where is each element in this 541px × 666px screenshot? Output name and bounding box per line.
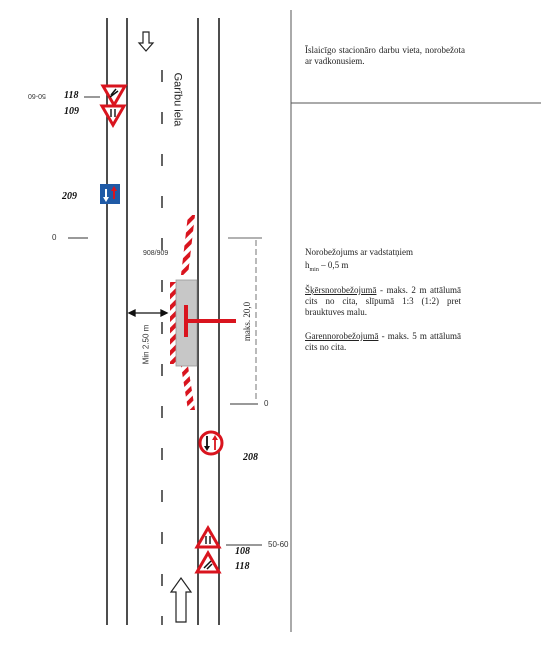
sign-code-118-bottom: 118 — [235, 561, 250, 572]
sign-code-108: 108 — [235, 546, 250, 557]
min-width-arrow — [129, 310, 167, 316]
sign-give-way-oncoming-icon — [200, 432, 222, 454]
sign-roadworks-bottom-icon — [197, 553, 219, 572]
sign-priority-blue-icon — [100, 184, 120, 204]
zero-label-left: 0 — [52, 233, 57, 242]
sign-908-label: 908/909 — [143, 250, 169, 257]
street-name: Garību iela — [171, 72, 184, 127]
legend-block-barrier-title: Norobežojums ar vadstatņiem — [305, 247, 413, 257]
legend-block-longitudinal — [305, 331, 461, 353]
sign-narrowing-bottom-icon — [197, 528, 219, 547]
arrow-down-icon — [139, 32, 153, 51]
sign-code-118-top: 118 — [64, 90, 79, 101]
hmin-symbol: h — [305, 260, 310, 270]
hmin-value: – 0,5 m — [318, 260, 349, 270]
legend-block-worksite: Īslaicīgo stacionāro darbu vieta, norobežota ar vadkonusiem. — [305, 45, 465, 66]
legend-block-barrier-hmin — [305, 260, 465, 276]
sign-code-109: 109 — [64, 106, 79, 117]
longitudinal-title: Garennorobežojumā — [305, 331, 379, 341]
legend-block-transverse — [305, 285, 461, 318]
max-length-label: maks. 20,0 — [242, 301, 253, 342]
arrow-up-icon — [171, 578, 191, 622]
sign-code-208: 208 — [243, 452, 258, 463]
barrier-bottom-diagonal — [181, 366, 195, 410]
longitudinal-text: - maks. 5 m attālumā cits no cita. — [305, 331, 461, 352]
dist-label-top-left: 50-60 — [28, 92, 46, 99]
zero-label-right: 0 — [264, 399, 269, 408]
sign-narrowing-top-icon — [102, 106, 124, 125]
min-width-label: Min 2.50 m — [141, 324, 151, 365]
barrier-front — [170, 282, 176, 364]
hmin-subscript: min — [309, 266, 319, 273]
sign-code-209: 209 — [62, 191, 77, 202]
barrier-top-diagonal — [181, 215, 195, 275]
transverse-title: Šķērsnorobežojumā — [305, 285, 377, 295]
transverse-text: - maks. 2 m attālumā cits no cita, slīpumā 1:3 (1:2) pret brauktuves malu. — [305, 285, 461, 317]
dist-label-bottom-right: 50-60 — [268, 540, 289, 549]
